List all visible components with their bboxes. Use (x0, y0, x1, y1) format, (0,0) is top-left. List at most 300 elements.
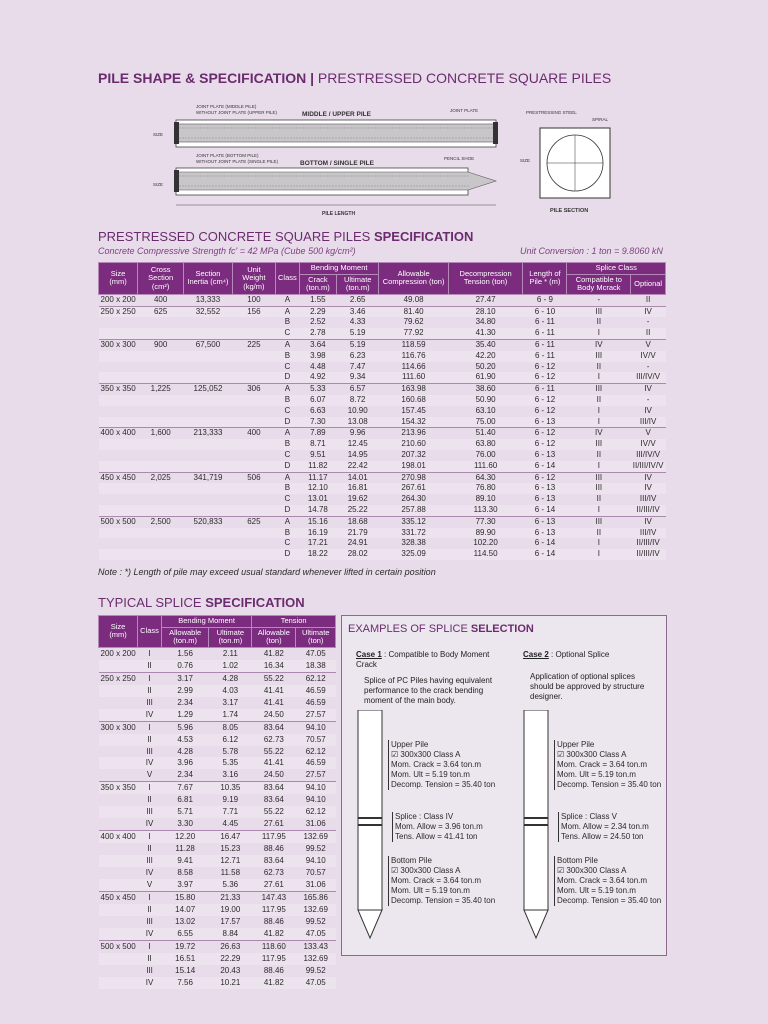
table-cell: 94.10 (296, 721, 336, 733)
table-cell: 3.17 (161, 672, 208, 684)
table-cell: 154.32 (379, 417, 448, 428)
table-cell: 3.30 (177, 819, 193, 829)
table-cell: 14.95 (347, 450, 368, 460)
table-row (99, 384, 666, 395)
case1-upper-2: Mom. Crack = 3.64 ton.m (391, 760, 482, 769)
table-cell: 2.78 (299, 328, 336, 339)
table-cell: 21.79 (336, 528, 379, 539)
table-cell (232, 328, 275, 339)
table-cell: 34.80 (475, 317, 496, 327)
table-cell: 2.29 (299, 306, 336, 317)
table-cell: D (276, 505, 300, 516)
table-cell: 14.07 (161, 904, 208, 916)
table-cell: 331.72 (379, 528, 448, 539)
case1-heading (356, 650, 506, 670)
table-cell: A (276, 306, 300, 317)
table-cell: 8.71 (299, 439, 336, 450)
table-cell: 10.90 (347, 405, 368, 415)
case1-upper-1: ☑ 300x300 Class A (391, 750, 461, 759)
table-cell (138, 483, 184, 494)
table-cell: 6 - 13 (523, 483, 567, 494)
table-cell: 70.57 (305, 868, 326, 878)
table-cell: 4.92 (299, 372, 336, 383)
table-cell: V (138, 879, 162, 891)
table-cell: 5.19 (336, 340, 379, 351)
table-row (99, 928, 336, 940)
table-cell (232, 461, 275, 472)
table-cell (99, 372, 138, 383)
table-cell: 6.57 (336, 384, 379, 395)
table-cell (138, 351, 184, 362)
case2-desc: Application of optional splices should be approved by structure designer. (530, 672, 645, 701)
table-row (99, 472, 666, 483)
th-bending: Bending Moment (299, 263, 379, 275)
table-row (99, 406, 666, 417)
table-cell: II/III/IV (631, 505, 666, 516)
table-cell: III/IV/V (631, 372, 666, 383)
table-cell: 3.98 (299, 351, 336, 362)
table-cell: D (276, 372, 300, 383)
table-cell: 55.22 (263, 746, 284, 756)
table-cell: III (146, 916, 153, 926)
table-row (99, 516, 666, 527)
table-cell: 11.82 (299, 461, 336, 472)
table-cell (138, 494, 184, 505)
table-cell (138, 362, 184, 373)
table-cell: 81.40 (379, 306, 448, 317)
case2-bottom-3: Mom. Ult = 5.19 ton.m (557, 886, 636, 895)
table-cell: 6 - 13 (523, 516, 567, 527)
table-cell: 114.66 (401, 361, 426, 371)
table-cell (184, 328, 233, 339)
table-cell: II (138, 660, 162, 672)
table-cell: 14.01 (336, 472, 379, 483)
table-cell (184, 494, 233, 505)
table-cell (99, 697, 138, 709)
table-cell: 47.05 (305, 648, 326, 658)
table-cell (99, 439, 138, 450)
case1-desc: Splice of PC Piles having equivalent performance to the crack bending moment of the main body. (364, 676, 493, 705)
table-cell: 76.00 (475, 450, 496, 460)
spec-title (98, 229, 473, 244)
table-cell (99, 757, 138, 769)
splice-title (98, 595, 305, 610)
jp-bottom-text: JOINT PLATE (BOTTOM PILE) (196, 153, 259, 158)
table-cell (138, 417, 184, 428)
table-cell: IV (631, 516, 666, 527)
table-row (99, 769, 336, 781)
table-row (99, 818, 336, 830)
case1-splice-1: Mom. Allow = 3.96 ton.m (395, 822, 483, 831)
jp-middle-text: JOINT PLATE (MIDDLE PILE) (196, 104, 257, 109)
table-cell: 2,025 (138, 472, 184, 483)
table-cell (184, 549, 233, 560)
table-cell: A (276, 472, 300, 483)
table-cell: III/IV/V (636, 450, 661, 460)
table-cell: 11.17 (299, 472, 336, 483)
table-cell: 24.50 (252, 709, 296, 721)
table-cell: 3.64 (299, 340, 336, 351)
table-cell (99, 904, 138, 916)
table-cell: III (567, 472, 631, 483)
table-cell: 17.57 (220, 916, 241, 926)
table-row (99, 294, 666, 306)
table-cell: 13.02 (175, 916, 196, 926)
table-row (99, 843, 336, 855)
table-cell: 118.59 (379, 340, 448, 351)
table-cell: 70.57 (296, 734, 336, 746)
table-row (99, 439, 666, 450)
case1-bottom-1: ☑ 300x300 Class A (391, 866, 461, 875)
table-row (99, 734, 336, 746)
table-cell: 94.10 (305, 795, 326, 805)
table-cell: 99.52 (305, 965, 326, 975)
table-cell: II (138, 685, 162, 697)
table-cell (138, 549, 184, 560)
table-cell: 11.28 (175, 844, 195, 854)
table-cell: 200 x 200 (100, 648, 136, 658)
table-row (99, 538, 666, 549)
table-cell: IV (567, 428, 631, 439)
table-row (99, 340, 666, 351)
table-cell (99, 953, 138, 965)
table-cell: C (284, 494, 291, 504)
table-cell: IV (567, 340, 631, 351)
table-cell (99, 806, 138, 818)
table-row (99, 965, 336, 977)
table-row (99, 549, 666, 560)
table-cell: 625 (232, 516, 275, 527)
table-cell: 75.00 (448, 417, 523, 428)
table-cell: 15.16 (299, 516, 336, 527)
table-cell: 24.50 (263, 770, 284, 780)
table-cell: 28.02 (336, 549, 379, 560)
table-cell: 4.03 (209, 685, 252, 697)
table-cell: 157.45 (401, 405, 426, 415)
table-cell: I (138, 672, 162, 684)
table-cell: IV (138, 977, 162, 989)
spec-title-text: PRESTRESSED CONCRETE SQUARE PILES (98, 229, 371, 244)
table-cell: 22.42 (336, 461, 379, 472)
th-cross: Cross Section (cm²) (138, 263, 184, 295)
table-cell: III (567, 384, 631, 395)
table-cell: I (138, 721, 162, 733)
table-cell: III (567, 439, 631, 450)
pile-section-text: PILE SECTION (550, 208, 589, 214)
page-title-bold: PILE SHAPE & SPECIFICATION (98, 70, 307, 86)
table-cell: IV (631, 306, 666, 317)
table-cell: 89.10 (475, 494, 496, 504)
table-cell (184, 439, 233, 450)
table-cell: 13.08 (336, 417, 379, 428)
table-cell: 207.32 (401, 450, 426, 460)
table-cell (138, 328, 184, 339)
table-cell: II/III/IV (636, 538, 660, 548)
table-row (99, 916, 336, 928)
table-cell: 7.56 (161, 977, 208, 989)
table-cell: 6 - 9 (536, 294, 553, 304)
th-ultimate: Ultimate (ton.m) (336, 274, 379, 294)
table-cell: 18.68 (336, 516, 379, 527)
case2-upper-0: Upper Pile (557, 740, 595, 749)
table-cell: II/III/IV/V (631, 461, 666, 472)
table-cell: 8.58 (177, 868, 193, 878)
table-cell: 12.71 (209, 855, 252, 867)
th-class: Class (276, 263, 300, 295)
table-cell (138, 317, 184, 328)
table-cell: 6 - 10 (523, 306, 567, 317)
table-cell: 49.08 (403, 294, 424, 304)
table-cell (184, 450, 233, 461)
case1-bottom-0: Bottom Pile (391, 856, 432, 865)
table-cell (232, 494, 275, 505)
table-row (99, 660, 336, 672)
table-cell: 16.19 (299, 528, 336, 539)
table-cell: D (276, 417, 300, 428)
table-cell: 25.22 (336, 505, 379, 516)
table-cell: C (276, 328, 300, 339)
table-cell: 16.51 (161, 953, 208, 965)
table-cell: 20.43 (220, 965, 241, 975)
table-row (99, 685, 336, 697)
table-cell (184, 395, 233, 406)
table-cell: 76.80 (448, 483, 523, 494)
table-cell: II (138, 734, 162, 746)
table-cell: 88.46 (263, 916, 284, 926)
case2-upper-4: Decomp. Tension = 35.40 ton (557, 780, 662, 789)
table-cell: 11.58 (220, 868, 241, 878)
examples-title-text: EXAMPLES OF SPLICE (348, 623, 468, 635)
table-row (99, 461, 666, 472)
table-cell (184, 505, 233, 516)
table-cell (184, 538, 233, 549)
case2-bottom-1: ☑ 300x300 Class A (557, 866, 627, 875)
table-row (99, 428, 666, 439)
table-cell: 19.62 (347, 494, 368, 504)
case2-upper-callout (554, 740, 661, 790)
table-cell: 200 x 200 (100, 294, 136, 304)
table-cell: 38.60 (448, 384, 523, 395)
table-cell: IV (145, 819, 154, 829)
table-cell: 31.06 (296, 879, 336, 891)
table-cell: 6 - 14 (523, 549, 567, 560)
table-row (99, 721, 336, 733)
table-cell (99, 916, 138, 928)
case1-splice-0: Splice : Class IV (395, 812, 454, 821)
case1-bottom-2: Mom. Crack = 3.64 ton.m (391, 876, 482, 885)
table-cell: 62.12 (296, 806, 336, 818)
table-cell: 6.23 (336, 351, 379, 362)
table-cell: C (284, 538, 291, 548)
table-row (99, 317, 666, 328)
table-cell: 18.38 (296, 660, 336, 672)
table-cell: - (631, 395, 666, 406)
spec-table (98, 262, 666, 560)
table-cell: 0.76 (161, 660, 208, 672)
table-cell: 88.46 (263, 965, 284, 975)
table-cell: 6 - 12 (523, 395, 567, 406)
table-row (99, 306, 666, 317)
table-cell: 116.76 (379, 351, 448, 362)
table-cell: 118.60 (252, 940, 296, 952)
table-cell: 450 x 450 (100, 892, 136, 902)
case2-heading (523, 650, 663, 660)
table-cell: II (567, 528, 631, 539)
table-cell: 41.82 (263, 648, 284, 658)
table-cell: B (276, 395, 300, 406)
th-splice-ult-t: Ultimate (ton) (296, 627, 336, 647)
table-cell: I (567, 328, 631, 339)
table-cell (138, 439, 184, 450)
case2-upper-1: ☑ 300x300 Class A (557, 750, 627, 759)
splice-title-text: TYPICAL SPLICE (98, 595, 202, 610)
table-cell: IV (631, 483, 666, 494)
size-text-2: SIZE (153, 182, 164, 187)
table-cell (99, 818, 138, 830)
table-cell: 8.84 (209, 928, 252, 940)
table-cell: 47.05 (296, 977, 336, 989)
table-cell (99, 879, 138, 891)
table-row (99, 831, 336, 843)
table-cell: 6.55 (161, 928, 208, 940)
th-crack: Crack (ton.m) (299, 274, 336, 294)
table-cell: 6.07 (299, 395, 336, 406)
table-cell: 35.40 (448, 340, 523, 351)
table-cell: 19.72 (161, 940, 208, 952)
table-cell: 400 x 400 (100, 832, 136, 842)
table-cell: 267.61 (379, 483, 448, 494)
table-cell: 6 - 12 (523, 439, 567, 450)
table-cell: B (276, 439, 300, 450)
table-row (99, 505, 666, 516)
table-cell: I (138, 782, 162, 794)
th-length: Length of Pile * (m) (523, 263, 567, 295)
table-cell: 3.46 (336, 306, 379, 317)
case1-upper-4: Decomp. Tension = 35.40 ton (391, 780, 496, 789)
table-cell (99, 709, 138, 721)
table-row (99, 450, 666, 461)
bottom-pile-label: BOTTOM / SINGLE PILE (300, 160, 374, 167)
table-cell: 2.99 (161, 685, 208, 697)
table-row (99, 328, 666, 339)
pencil-shoe-text: PENCIL SHOE (444, 156, 475, 161)
table-cell (232, 450, 275, 461)
table-cell (138, 372, 184, 383)
table-cell: 132.69 (296, 904, 336, 916)
table-cell: 62.12 (305, 746, 326, 756)
table-cell: 198.01 (379, 461, 448, 472)
case2-upper-3: Mom. Ult = 5.19 ton.m (557, 770, 636, 779)
table-cell: 27.61 (263, 819, 284, 829)
table-cell (184, 406, 233, 417)
table-cell: 6.12 (209, 734, 252, 746)
table-cell: 5.78 (222, 746, 239, 756)
table-cell (99, 660, 138, 672)
table-row (99, 709, 336, 721)
table-cell: 6.81 (177, 795, 193, 805)
table-cell (99, 328, 138, 339)
table-cell: 13.01 (307, 494, 328, 504)
table-cell (232, 483, 275, 494)
table-row (99, 953, 336, 965)
table-cell: 125,052 (184, 384, 233, 395)
table-cell: 83.64 (252, 721, 296, 733)
table-cell: 55.22 (252, 806, 296, 818)
table-cell: II/III/IV (631, 549, 666, 560)
table-row (99, 904, 336, 916)
bottom-pile-drawing (174, 168, 496, 205)
table-cell: IV (631, 472, 666, 483)
table-cell: D (276, 549, 300, 560)
table-cell: 210.60 (379, 439, 448, 450)
table-cell: 450 x 450 (100, 472, 136, 482)
table-cell: 133.43 (296, 940, 336, 952)
table-cell (138, 461, 184, 472)
table-cell: 6 - 12 (523, 472, 567, 483)
table-cell: 4.33 (349, 317, 366, 327)
table-cell: II (138, 953, 162, 965)
pile-length-text: PILE LENGTH (322, 211, 356, 217)
table-row (99, 879, 336, 891)
table-cell (184, 483, 233, 494)
table-cell: 62.73 (263, 868, 284, 878)
case1-bottom-callout (388, 856, 495, 906)
case2-heading-label: Case 2 (523, 650, 549, 659)
table-cell (99, 746, 138, 758)
table-cell (138, 406, 184, 417)
table-cell: III (567, 516, 631, 527)
table-cell: I (597, 405, 600, 415)
table-cell: 5.19 (336, 328, 379, 339)
th-splice-allow-t: Allowable (ton) (252, 627, 296, 647)
page-title-separator: | (310, 70, 315, 86)
table-cell: 2,500 (138, 516, 184, 527)
table-cell: 4.28 (177, 746, 193, 756)
table-cell: 83.64 (252, 855, 296, 867)
table-cell (232, 549, 275, 560)
table-cell: I (567, 372, 631, 383)
th-splice-tension: Tension (252, 616, 336, 628)
table-cell: 250 x 250 (100, 306, 136, 316)
table-cell: III (567, 483, 631, 494)
table-cell (138, 528, 184, 539)
table-cell: 3.17 (222, 697, 239, 707)
table-cell (232, 372, 275, 383)
th-splice-allow-m: Allowable (ton.m) (161, 627, 208, 647)
table-cell: 111.60 (379, 372, 448, 383)
table-cell: II (147, 844, 152, 854)
table-cell (99, 734, 138, 746)
table-row (99, 867, 336, 879)
table-cell: 900 (138, 340, 184, 351)
table-cell: IV (145, 868, 154, 878)
table-cell: A (276, 384, 300, 395)
table-cell (99, 843, 138, 855)
table-cell: 225 (232, 340, 275, 351)
table-cell: 6 - 12 (523, 372, 567, 383)
table-cell (138, 505, 184, 516)
table-cell: 250 x 250 (100, 673, 136, 683)
table-cell (99, 549, 138, 560)
table-cell: 350 x 350 (100, 783, 136, 793)
table-cell: 132.69 (296, 953, 336, 965)
th-optional: Optional (631, 274, 666, 294)
table-cell: 63.10 (475, 405, 496, 415)
table-cell: 27.57 (296, 709, 336, 721)
splice-title-bold: SPECIFICATION (205, 595, 305, 610)
table-cell: 6.63 (310, 405, 326, 415)
prestressing-steel-text: PRESTRESSING STEEL (526, 110, 577, 115)
